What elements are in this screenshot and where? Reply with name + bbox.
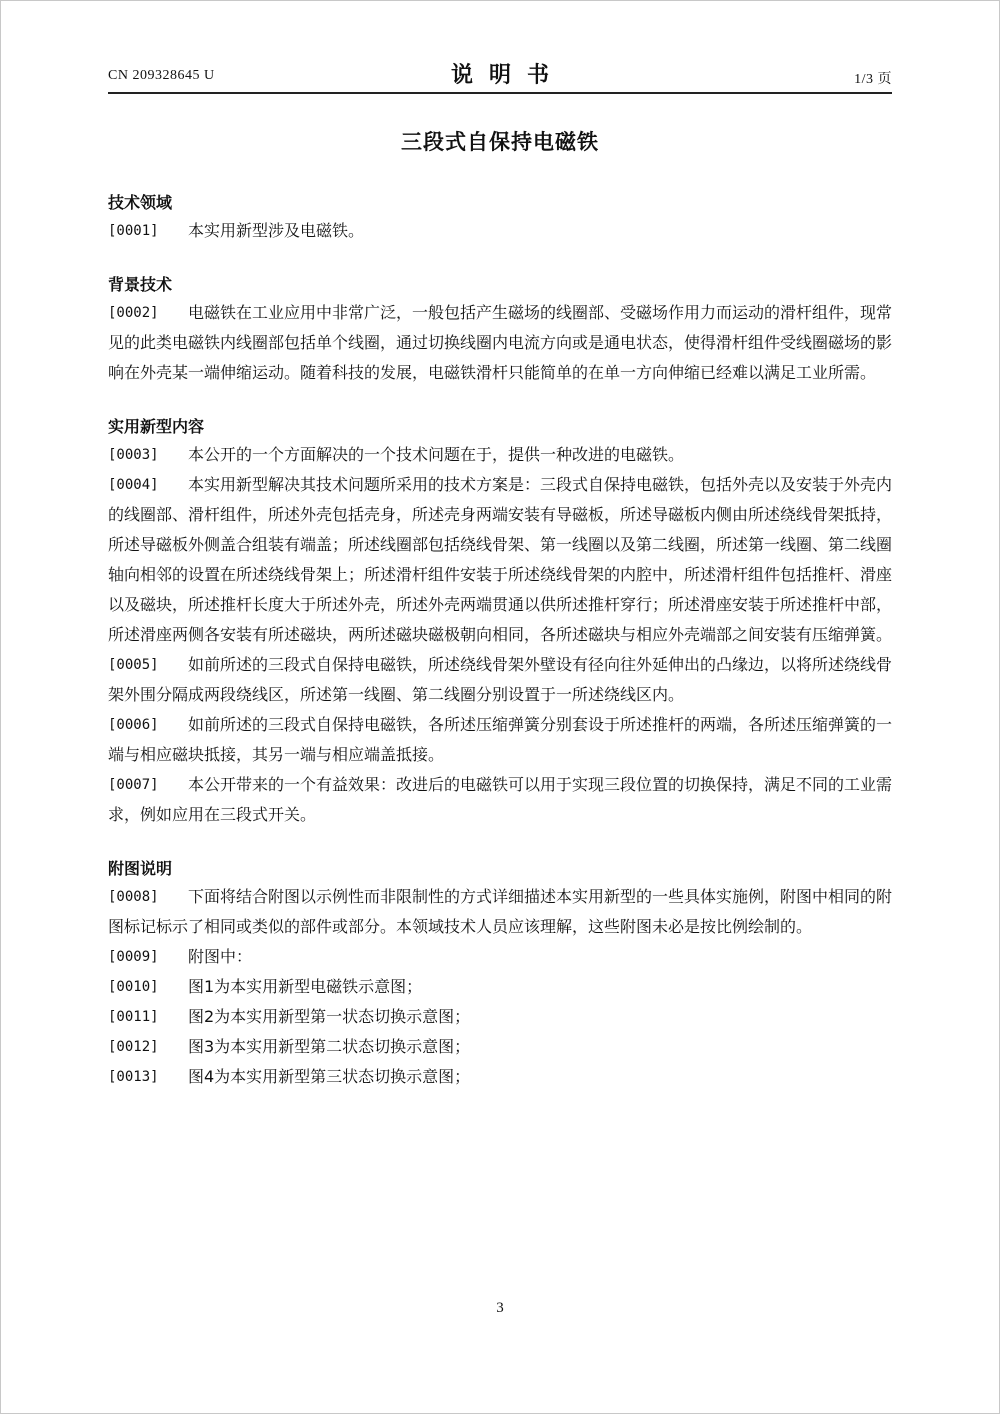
section-gap [108,830,892,856]
paragraph [108,972,892,1002]
paragraph-number: [0010] [108,979,159,995]
paragraph-number: [0012] [108,1039,159,1055]
paragraph-number: [0006] [108,717,159,733]
paragraph-text: 本实用新型解决其技术问题所采用的技术方案是：三段式自保持电磁铁，包括外壳以及安装于外壳内的线圈部、滑杆组件，所述外壳包括壳身，所述壳身两端安装有导磁板，所述导磁板内侧由所述绕线骨架抵持，所述导磁板外侧盖合组装有端盖；所述线圈部包括绕线骨架、第一线圈以及第二线圈，所述第一线圈、第二线圈轴向相邻的设置在所述绕线骨架上；所述滑杆组件安装于所述绕线骨架的内腔中，所述滑杆组件包括推杆、滑座以及磁块，所述推杆长度大于所述外壳，所述外壳两端贯通以供所述推杆穿行；所述滑座安装于所述推杆中部，所述滑座两侧各安装有所述磁块，两所述磁块磁极朝向相同，各所述磁块与相应外壳端部之间安装有压缩弹簧。 [108,475,893,644]
paragraph [108,882,892,942]
paragraph [108,710,892,770]
paragraph [108,470,892,650]
section-gap [108,246,892,272]
page-number: 3 [496,1300,504,1316]
paragraph-text: 下面将结合附图以示例性而非限制性的方式详细描述本实用新型的一些具体实施例，附图中相同的附图标记标示了相同或类似的部件或部分。本领域技术人员应该理解，这些附图未必是按比例绘制的。 [108,887,893,936]
invention-title: 三段式自保持电磁铁 [401,130,599,154]
paragraph [108,1002,892,1032]
paragraph-number: [0007] [108,777,159,793]
paragraph-text: 本公开带来的一个有益效果：改进后的电磁铁可以用于实现三段位置的切换保持，满足不同的工业需求，例如应用在三段式开关。 [108,775,893,824]
paragraph-text: 附图中： [188,947,253,966]
paragraph [108,770,892,830]
paragraph-text: 图2为本实用新型第一状态切换示意图； [188,1007,471,1026]
paragraph-number: [0009] [108,949,159,965]
paragraph-number: [0003] [108,447,159,463]
section-heading: 技术领域 [108,193,173,212]
document-type-title: 说明书 [450,63,565,88]
paragraph-text: 如前所述的三段式自保持电磁铁，所述绕线骨架外壁设有径向往外延伸出的凸缘边，以将所述绕线骨架外围分隔成两段绕线区，所述第一线圈、第二线圈分别设置于一所述绕线区内。 [108,655,893,704]
paragraph [108,1032,892,1062]
paragraph-text: 如前所述的三段式自保持电磁铁，各所述压缩弹簧分别套设于所述推杆的两端，各所述压缩弹簧的一端与相应磁块抵接，其另一端与相应端盖抵接。 [108,715,893,764]
paragraph [108,440,892,470]
paragraph-text: 图3为本实用新型第二状态切换示意图； [188,1037,471,1056]
paragraph-number: [0011] [108,1009,159,1025]
paragraph [108,942,892,972]
paragraph [108,298,892,388]
header-rule [108,92,892,94]
paragraph-number: [0005] [108,657,159,673]
paragraph [108,650,892,710]
section-heading: 实用新型内容 [108,417,205,436]
section-heading: 背景技术 [108,275,173,294]
paragraph-text: 图1为本实用新型电磁铁示意图； [188,977,423,996]
section-heading: 附图说明 [108,859,173,878]
paragraph-text: 电磁铁在工业应用中非常广泛，一般包括产生磁场的线圈部、受磁场作用力而运动的滑杆组件，现常见的此类电磁铁内线圈部包括单个线圈，通过切换线圈内电流方向或是通电状态，使得滑杆组件受线圈磁场的影响在外壳某一端伸缩运动。随着科技的发展，电磁铁滑杆只能简单的在单一方向伸缩已经难以满足工业所需。 [108,303,893,382]
paragraph-number: [0001] [108,223,159,239]
paragraph-text: 本公开的一个方面解决的一个技术问题在于，提供一种改进的电磁铁。 [188,445,685,464]
document-body [108,190,892,1092]
paragraph-text: 本实用新型涉及电磁铁。 [188,221,365,240]
paragraph [108,216,892,246]
section-gap [108,388,892,414]
paragraph-number: [0002] [108,305,159,321]
publication-number: CN 209328645 U [108,68,215,83]
paragraph-number: [0013] [108,1069,159,1085]
paragraph-text: 图4为本实用新型第三状态切换示意图； [188,1067,471,1086]
page-indicator: 1/3 页 [854,72,892,87]
paragraph-number: [0004] [108,477,159,493]
paragraph-number: [0008] [108,889,159,905]
paragraph [108,1062,892,1092]
